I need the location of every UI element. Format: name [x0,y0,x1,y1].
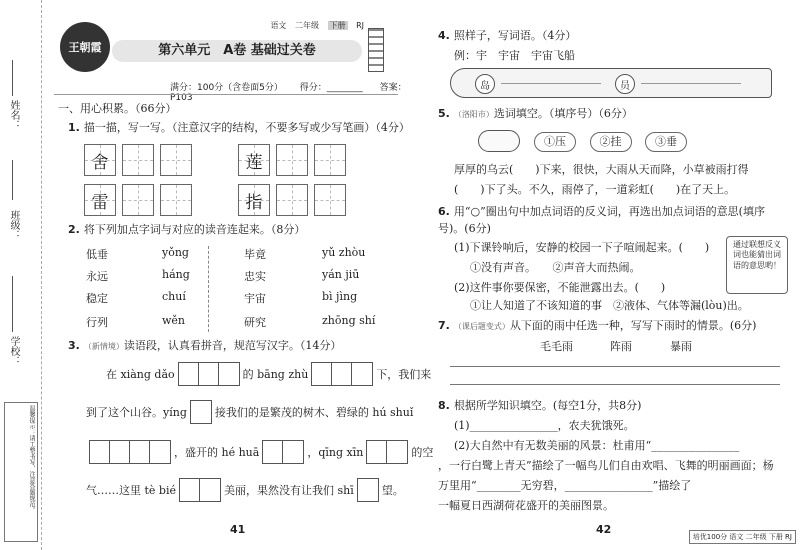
footer-badge: 培优100分 语文 二年级 下册 RJ [689,530,796,544]
question-7: 7. （课后题变式）从下面的雨中任选一种，写写下雨时的情景。(6分) [438,319,757,332]
passage-line-4: 气……这里 tè bié 美丽，果然没有让我们 shī 望。 [86,478,404,502]
score-line [170,80,418,103]
char-grid-cell: 雷 [84,184,116,216]
char-grid-cell[interactable] [122,184,154,216]
fill-line[interactable]: (2)大自然中有无数美丽的风景：杜甫用“________________ [454,439,740,452]
word-item[interactable]: 低垂 [86,248,108,261]
char-grid-cell[interactable] [122,144,154,176]
char-grid-cell: 指 [238,184,270,216]
section-heading: 一、用心积累。（66分） [58,102,177,115]
rocket-answer-strip [450,68,772,98]
sentence-1-options[interactable]: ①没有声音。 ②声音大而热闹。 [470,261,641,274]
school-line [12,276,13,332]
binding-strip [0,0,42,550]
word-item[interactable]: 稳定 [86,292,108,305]
rain-word: 暴雨 [670,340,692,353]
answer-boxes[interactable] [178,362,240,386]
char-grid-cell[interactable] [314,184,346,216]
answer-blank[interactable] [501,83,601,84]
answer-boxes[interactable] [311,362,373,386]
page-title: 第六单元 A卷 基础过关卷 [112,40,362,62]
question-8: 8. 根据所学知识填空。(每空1分，共8分) [438,399,642,412]
option-3[interactable]: ③垂 [645,132,687,152]
grade: 二年级 [294,21,319,30]
word-item[interactable]: 毕竟 [244,248,266,261]
edition: RJ [356,21,364,30]
sentence-2-options[interactable]: ①让人知道了不该知道的事 ②液体、气体等漏(lòu)出。 [470,299,749,312]
fill-line[interactable]: (1)________________，农夫犹饿死。 [454,419,635,432]
question-6: 6. 用“○”圈出句中加点词语的反义词，再选出加点词语的意思(填序号)。(6分) [438,205,765,235]
question-4: 4. 照样子，写词语。（4分） [438,29,577,42]
writing-line[interactable] [450,366,780,367]
pinyin-item[interactable]: háng [162,268,190,281]
question-3: 3. （新情境）读语段，认真看拼音，规范写汉字。（14分） [68,339,342,352]
term: 下册 [329,21,346,30]
pinyin-item[interactable]: bì jìng [322,290,358,303]
char-grid-cell[interactable] [314,144,346,176]
name-label: 姓名： [8,100,19,130]
word-options [534,132,697,152]
pinyin-item[interactable]: chuí [162,290,186,303]
sentence-2: (2)这件事你要保密，不能泄露出去。( ) [454,281,666,294]
rain-word: 阵雨 [610,340,632,353]
char-grid-cell[interactable] [276,144,308,176]
char-grid-row-2b [238,184,346,216]
fill-line: ，一行白鹭上青天”描绘了一幅鸟儿们自由欢唱、飞舞的明丽画面；杨 [438,459,774,472]
grade-info [264,20,364,31]
page-number: 41 [230,523,246,536]
fill-sentence: 厚厚的乌云( )下来，很快，大雨从天而降，小草被雨打得 [454,163,749,176]
fill-line[interactable]: 万里用“________无穷碧，________________”描绘了 [438,479,692,492]
answer-boxes[interactable] [262,440,304,464]
score-field: 得分：________ [299,83,363,93]
page-number: 42 [596,523,612,536]
char-grid-row-1b [238,144,346,176]
passage-line-1: 在 xiàng dǎo 的 bāng zhù 下，我们来 [106,362,431,386]
word-item[interactable]: 宇宙 [244,292,266,305]
word-item[interactable]: 行列 [86,316,108,329]
rain-word: 毛毛雨 [540,340,573,353]
example-line: 例：宇 宇宙 宇宙飞船 [454,49,575,62]
school-label: 学校： [8,336,19,366]
fill-sentence: ( )下了头。不久，雨停了，一道彩虹( )在了天上。 [454,183,736,196]
char-grid-cell[interactable] [160,144,192,176]
logo: 王朝霞 [60,22,110,72]
full-score: 满分：100分（含卷面5分） [170,83,283,93]
answer-boxes[interactable] [366,440,408,464]
answer-boxes[interactable] [190,400,212,424]
option-1[interactable]: ①压 [534,132,576,152]
char-grid-cell: 舍 [84,144,116,176]
pinyin-item[interactable]: yǒng [162,246,189,259]
word-item[interactable]: 永远 [86,270,108,283]
answer-boxes[interactable] [357,478,379,502]
answer-ref: 答案：P103 [170,83,407,103]
char-seed: 员 [615,74,635,94]
question-1: 1. 描一描，写一写。（注意汉字的结构，不要多写或少写笔画）（4分） [68,121,410,134]
passage-line-2: 到了这个山谷。yíng 接我们的是繁茂的树木、碧绿的 hú shuǐ [86,400,413,424]
char-grid-row-1 [84,144,192,176]
class-line [12,160,13,200]
option-2[interactable]: ②挂 [590,132,632,152]
writing-line[interactable] [450,384,780,385]
cloud-icon [478,130,520,152]
question-5: 5. （洛阳市）选词填空。（填序号）（6分） [438,107,633,120]
right-page [420,0,800,550]
question-2: 2. 将下列加点字词与对应的读音连起来。（8分） [68,223,306,236]
char-grid-cell[interactable] [160,184,192,216]
lighthouse-icon [368,28,384,72]
word-item[interactable]: 忠实 [244,270,266,283]
answer-boxes[interactable] [89,440,171,464]
column-divider [208,246,209,332]
char-seed: 岛 [475,74,495,94]
tip-box: 温馨提示：请工整书写，注意答题规范。 [4,402,38,542]
word-item[interactable]: 研究 [244,316,266,329]
char-grid-cell: 莲 [238,144,270,176]
char-grid-row-2 [84,184,192,216]
answer-boxes[interactable] [179,478,221,502]
pinyin-item[interactable]: wěn [162,314,186,327]
answer-blank[interactable] [641,83,741,84]
divider [54,94,398,95]
sentence-1: (1)下课铃响后，安静的校园一下子喧闹起来。( ) [454,241,710,254]
subject: 语文 [270,21,287,30]
class-label: 班级： [8,210,19,240]
pinyin-item[interactable]: yán jiū [322,268,360,281]
pinyin-item[interactable]: yǔ zhòu [322,246,366,259]
char-grid-cell[interactable] [276,184,308,216]
passage-line-3: ，盛开的 hé huā ，qīng xīn 的空 [86,440,433,464]
pinyin-item[interactable]: zhōng shí [322,314,376,327]
hint-card: 通过联想反义词也能猜出词语的意思哟！ [726,236,788,294]
fill-line: 一幅夏日西湖荷花盛开的美丽图景。 [438,499,614,512]
name-line [12,60,13,96]
